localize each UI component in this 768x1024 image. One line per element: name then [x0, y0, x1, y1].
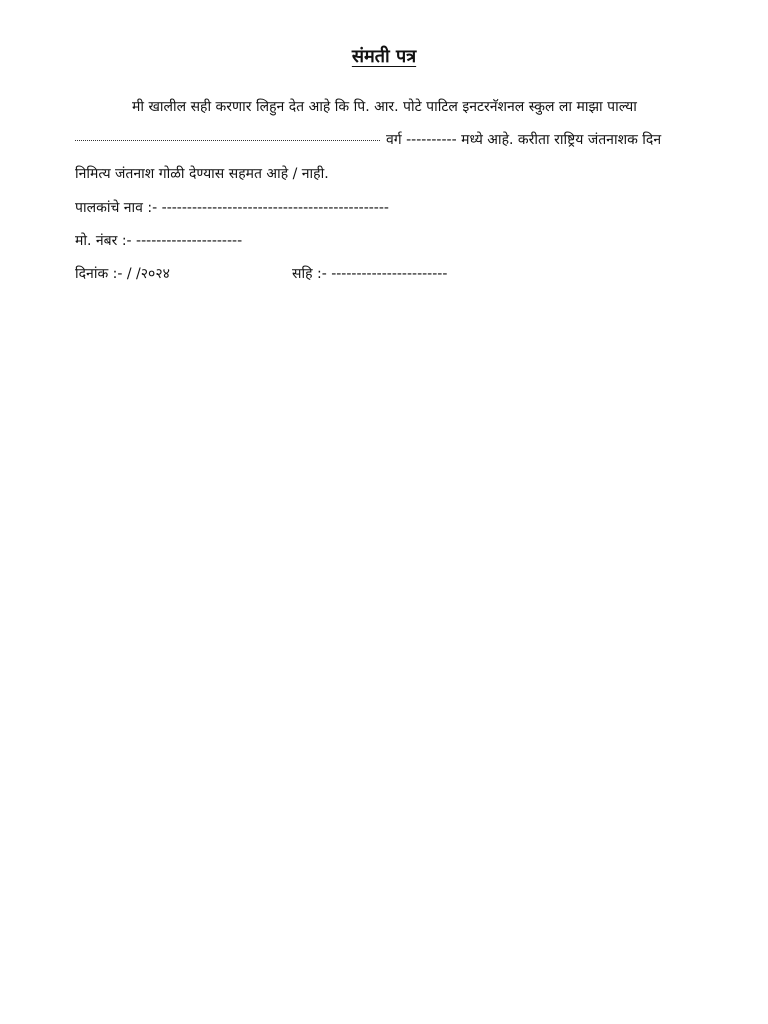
body-line-3: निमित्य जंतनाश गोळी देण्यास सहमत आहे / नाही. [75, 166, 329, 182]
body-line-2-text: वर्ग ---------- मध्ये आहे. करीता राष्ट्रिय जंतनाशक दिन [386, 132, 662, 148]
parent-name-field: पालकांचे नाव :- --------------------------------------------- [75, 200, 389, 216]
signature-field: सहि :- ----------------------- [292, 266, 448, 282]
mobile-number-field: मो. नंबर :- --------------------- [75, 233, 243, 249]
title-text: संमती पत्र [351, 46, 417, 67]
body-line-1: मी खालील सही करणार लिहुन देत आहे कि पि. आर. पोटे पाटिल इनटरनॅशनल स्कुल ला माझा पाल्या [132, 99, 637, 115]
page-title [0, 44, 768, 68]
date-field: दिनांक :- / /२०२४ [75, 266, 170, 282]
student-name-blank [75, 140, 380, 141]
body-line-2 [75, 130, 661, 149]
